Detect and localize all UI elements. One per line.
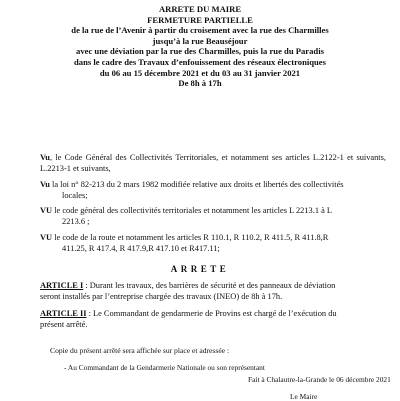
vu-paragraph	[40, 152, 386, 174]
vu-text: le code général des collectivités territoriales et notamment les articles L 2213.1 à L	[52, 206, 333, 216]
header-line-4: dans le cadre des Travaux d’enfouissement des réseaux électroniques	[74, 56, 326, 67]
header-line-3: avec une déviation par la rue des Charmilles, puis la rue du Paradis	[76, 46, 324, 57]
arrete-heading: ARRETE	[170, 264, 230, 274]
vu-text-continued: 2213.6 ;	[62, 217, 90, 227]
article-text: : Durant les travaux, des barrières de sécurité et des panneaux de déviation	[83, 281, 336, 290]
vu-paragraph	[40, 179, 386, 201]
signatory-title: Le Maire	[290, 392, 318, 401]
recipient-item: - Au Commandant de la Gendarmerie Nationale ou son représentant	[64, 363, 265, 372]
header-line-2: jusqu’à la rue Beauséjour	[152, 35, 248, 46]
article-paragraph	[40, 280, 386, 302]
vu-paragraph	[40, 232, 386, 254]
article-label: ARTICLE I	[40, 281, 84, 290]
vu-text-continued: 411.25, R 417.4, R 417.9,R 417.10 et R417.11;	[62, 243, 220, 253]
article-text: : Le Commandant de gendarmerie de Provins est chargé de l’exécution du	[86, 309, 337, 318]
copie-notice: Copie du présent arrêté sera affichée sur place et adressée :	[50, 346, 230, 355]
vu-paragraph	[40, 205, 386, 227]
vu-lead: VU	[40, 206, 53, 216]
vu-text: le code de la route et notamment les articles R 110.1, R 110.2, R 411.5, R 411.8,R	[52, 232, 329, 242]
article-text-continued: présent arrêté.	[40, 320, 88, 329]
vu-lead: Vu	[40, 153, 50, 162]
header-line-6: De 8h à 17h	[178, 78, 222, 89]
vu-lead: VU	[40, 232, 53, 242]
vu-text: , le Code Général des Collectivités Territoriales, et notamment ses articles L.2122-1 et suivants, L.2213-1 et suivants,	[40, 153, 386, 173]
header-line-1: de la rue de l’Avenir à partir du croisement avec la rue des Charmilles	[71, 25, 329, 36]
document-title: ARRETE DU MAIRE	[158, 4, 242, 14]
vu-text: la loi n° 82-213 du 2 mars 1982 modifiée relative aux droits et libertés des collectivités	[49, 179, 344, 189]
article-text-continued: seront installés par l’entreprise chargée des travaux (INEO) de 8h à 17h.	[40, 292, 283, 301]
vu-text-continued: locales;	[62, 190, 88, 200]
article-label: ARTICLE II	[40, 309, 87, 318]
document-header	[20, 4, 380, 89]
article-paragraph	[40, 308, 386, 330]
vu-section	[40, 152, 386, 258]
document-subtitle: FERMETURE PARTIELLE	[147, 14, 253, 25]
vu-lead: Vu	[40, 179, 50, 189]
header-line-5: du 06 au 15 décembre 2021 et du 03 au 31 janvier 2021	[99, 67, 301, 78]
signature-place-date: Fait à Chalautre-la-Grande le 06 décembre 2021	[248, 375, 391, 384]
